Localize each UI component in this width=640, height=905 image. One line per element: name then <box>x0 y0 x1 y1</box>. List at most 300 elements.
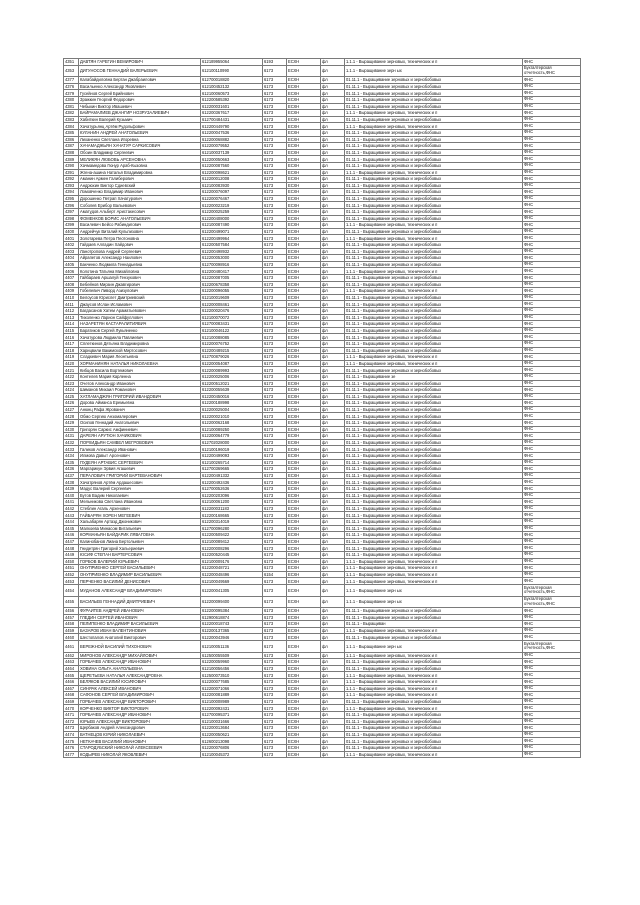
inn-cell: 612100196019 <box>201 446 263 453</box>
data-source-cell: ФНС <box>523 512 581 519</box>
full-name-cell: Хабиткин Валерий Кузьмич <box>79 116 201 123</box>
entity-type-cell: фл <box>321 209 345 216</box>
tax-regime-cell: ЕСХН <box>287 641 321 653</box>
activity-code-cell: 1.1.1 - Выращивание зерновых, технических и п <box>345 235 523 242</box>
row-number-cell: 4353 <box>64 65 79 77</box>
data-source-cell: ФНС <box>523 439 581 446</box>
entity-type-cell: фл <box>321 725 345 732</box>
data-source-cell: ФНС <box>523 545 581 552</box>
full-name-cell: ВЕРЕЖНОЙ ВАСИЛИЙ ТИХОНОВИЧ <box>79 641 201 653</box>
activity-code-cell: 01.11.1 - Выращивание зерновых и зернобобовых <box>345 505 523 512</box>
row-number-cell: 4438 <box>64 479 79 486</box>
activity-code-cell: 01.11.1 - Выращивание зерновых и зернобобовых <box>345 466 523 473</box>
region-code-cell: 6173 <box>263 453 287 460</box>
inn-cell: 612200509422 <box>201 532 263 539</box>
entity-type-cell: фл <box>321 354 345 361</box>
entity-type-cell: фл <box>321 176 345 183</box>
data-source-cell: ФНС <box>523 406 581 413</box>
inn-cell: 612200489215 <box>201 347 263 354</box>
row-number-cell: 4385 <box>64 129 79 136</box>
activity-code-cell: 01.11.1 - Выращивание зерновых и зернобобовых <box>345 453 523 460</box>
tax-regime-cell: ЕСХН <box>287 162 321 169</box>
inn-cell: 612200367617 <box>201 110 263 117</box>
full-name-cell: Белоусов Юрислет Дмитриевский <box>79 294 201 301</box>
row-number-cell: 4392 <box>64 176 79 183</box>
table-row <box>64 116 581 123</box>
inn-cell: 612200031601 <box>201 103 263 110</box>
region-code-cell: 6173 <box>263 472 287 479</box>
table-row <box>64 685 581 692</box>
region-code-cell: 6173 <box>263 439 287 446</box>
tax-regime-cell: ЕСХН <box>287 558 321 565</box>
tax-regime-cell: ЕСХН <box>287 90 321 97</box>
inn-cell: 612200520445 <box>201 551 263 558</box>
activity-code-cell: 01.11.1 - Выращивание зерновых и зернобобовых <box>345 512 523 519</box>
region-code-cell: 6173 <box>263 718 287 725</box>
activity-code-cell: 1.1.1 - Выращивание зерновых, технических и п <box>345 571 523 578</box>
table-row <box>64 327 581 334</box>
tax-regime-cell: ЕСХН <box>287 354 321 361</box>
data-source-cell: ФНС <box>523 110 581 117</box>
row-number-cell: 4431 <box>64 433 79 440</box>
entity-type-cell: фл <box>321 621 345 628</box>
data-source-cell: ФНС <box>523 518 581 525</box>
tax-regime-cell: ЕСХН <box>287 406 321 413</box>
row-number-cell: 4446 <box>64 532 79 539</box>
inn-cell: 612200041305 <box>201 584 263 596</box>
entity-type-cell: фл <box>321 499 345 506</box>
region-code-cell: 6173 <box>263 512 287 519</box>
inn-cell: 612900618874 <box>201 614 263 621</box>
full-name-cell: МУДАНОВ АЛЕКСАНДР ВЛАДИМИРОВИЧ <box>79 584 201 596</box>
tax-regime-cell: ЕСХН <box>287 327 321 334</box>
region-code-cell: 6173 <box>263 182 287 189</box>
table-row <box>64 83 581 90</box>
data-source-cell: ФНС <box>523 608 581 615</box>
row-number-cell: 4473 <box>64 725 79 732</box>
inn-cell: 612200498932 <box>201 248 263 255</box>
data-source-cell: ФНС <box>523 103 581 110</box>
tax-regime-cell: ЕСХН <box>287 446 321 453</box>
inn-cell: 612200076752 <box>201 340 263 347</box>
data-source-cell: ФНС <box>523 176 581 183</box>
entity-type-cell: фл <box>321 261 345 268</box>
inn-cell: 612200048721 <box>201 565 263 572</box>
activity-code-cell: 01.11.1 - Выращивание зерновых и зернобобовых <box>345 347 523 354</box>
data-source-cell: ФНС <box>523 149 581 156</box>
row-number-cell: 4411 <box>64 301 79 308</box>
row-number-cell: 4458 <box>64 621 79 628</box>
activity-code-cell: 01.11.1 - Выращивание зерновых и зернобобовых <box>345 156 523 163</box>
data-source-cell: ФНС <box>523 505 581 512</box>
activity-code-cell: 1.1.1 - Выращивание зерн ых <box>345 596 523 608</box>
entity-type-cell: фл <box>321 327 345 334</box>
tax-regime-cell: ЕСХН <box>287 275 321 282</box>
table-row <box>64 525 581 532</box>
activity-code-cell: 1.1.1 - Выращивание зерновых, технических и п <box>345 627 523 634</box>
data-source-cell: ФНС <box>523 334 581 341</box>
entity-type-cell: фл <box>321 652 345 659</box>
table-row <box>64 692 581 699</box>
full-name-cell: Гайдаев Алладин Хайдович <box>79 242 201 249</box>
row-number-cell: 4395 <box>64 195 79 202</box>
row-number-cell: 4402 <box>64 242 79 249</box>
full-name-cell: Калинобанов Лиана Бертольевич <box>79 538 201 545</box>
entity-type-cell: фл <box>321 182 345 189</box>
entity-type-cell: фл <box>321 103 345 110</box>
full-name-cell: Хальабарян Артазд Джоникович <box>79 518 201 525</box>
region-code-cell: 6173 <box>263 189 287 196</box>
region-code-cell: 6173 <box>263 584 287 596</box>
data-source-cell: ФНС <box>523 275 581 282</box>
data-source-cell: ФНС <box>523 551 581 558</box>
full-name-cell: ПЕЛИПЕНКО ВЛАДИМИР ВАСИЛЬЕВИЧ <box>79 621 201 628</box>
full-name-cell: ВАСИЛЬЕВ ГЕННАДИЙ ДМИТРИЕВИЧ <box>79 596 201 608</box>
row-number-cell: 4437 <box>64 472 79 479</box>
activity-code-cell: 01.11.1 - Выращивание зерновых и зернобобовых <box>345 367 523 374</box>
data-source-cell: ФНС <box>523 123 581 130</box>
row-number-cell: 4429 <box>64 420 79 427</box>
data-source-cell: ФНС <box>523 685 581 692</box>
full-name-cell: Айрапетов Александр Наилович <box>79 255 201 262</box>
row-number-cell: 4415 <box>64 327 79 334</box>
full-name-cell: Джаусов Ислан Исламович <box>79 301 201 308</box>
tax-regime-cell: ЕСХН <box>287 255 321 262</box>
region-code-cell: 6173 <box>263 248 287 255</box>
full-name-cell: БЕЛЯКОВ ВАСИЛИЙ ЮСИФОВИЧ <box>79 679 201 686</box>
data-source-cell: ФНС <box>523 634 581 641</box>
tax-regime-cell: ЕСХН <box>287 281 321 288</box>
row-number-cell: 4421 <box>64 367 79 374</box>
full-name-cell: ХАЧАМАДЖЬЯН ХАЧАТУР САРКИСОВИЧ <box>79 143 201 150</box>
inn-cell: 612200585392 <box>201 96 263 103</box>
row-number-cell: 4466 <box>64 679 79 686</box>
inn-cell: 612200512021 <box>201 380 263 387</box>
table-row <box>64 222 581 229</box>
tax-regime-cell: ЕСХН <box>287 360 321 367</box>
data-source-cell: ФНС <box>523 228 581 235</box>
table-row <box>64 738 581 745</box>
region-code-cell: 6173 <box>263 327 287 334</box>
data-source-cell: ФНС <box>523 466 581 473</box>
inn-cell: 612100056456 <box>201 665 263 672</box>
activity-code-cell: 1.1.1 - Выращивание зерновых, технических и п <box>345 565 523 572</box>
entity-type-cell: фл <box>321 459 345 466</box>
region-code-cell: 6173 <box>263 621 287 628</box>
activity-code-cell: 01.11.1 - Выращивание зерновых и зернобобовых <box>345 129 523 136</box>
entity-type-cell: фл <box>321 242 345 249</box>
activity-code-cell: 01.11.1 - Выращивание зерновых и зернобобовых <box>345 712 523 719</box>
row-number-cell: 4416 <box>64 334 79 341</box>
full-name-cell: Шиманов Михаил Романович <box>79 387 201 394</box>
data-source-cell: ФНС <box>523 156 581 163</box>
activity-code-cell: 01.11.1 - Выращивание зерновых и зернобобовых <box>345 698 523 705</box>
activity-code-cell: 01.11.1 - Выращивание зерновых и зернобобовых <box>345 215 523 222</box>
inn-cell: 612200099400 <box>201 596 263 608</box>
region-code-cell: 6173 <box>263 261 287 268</box>
region-code-cell: 6173 <box>263 725 287 732</box>
row-number-cell: 4418 <box>64 347 79 354</box>
entity-type-cell: фл <box>321 492 345 499</box>
full-name-cell: ПЕРАЛОВИЧ ГРИГОРИЙ ВАРТЕВАНОВИЧ <box>79 472 201 479</box>
full-name-cell: ОНУПРИЕНКО ВЛАДИМИР ВАСИЛЬЕВИЧ <box>79 571 201 578</box>
row-number-cell: 4461 <box>64 641 79 653</box>
data-source-cell: ФНС <box>523 307 581 314</box>
table-row <box>64 679 581 686</box>
entity-type-cell: фл <box>321 738 345 745</box>
tax-regime-cell: ЕСХН <box>287 718 321 725</box>
row-number-cell: 4467 <box>64 685 79 692</box>
table-row <box>64 459 581 466</box>
activity-code-cell: 01.11.1 - Выращивание зерновых и зернобобовых <box>345 426 523 433</box>
table-row <box>64 77 581 84</box>
data-source-cell: ФНС <box>523 571 581 578</box>
tax-regime-cell: ЕСХН <box>287 538 321 545</box>
inn-cell: 612200013684 <box>201 725 263 732</box>
tax-regime-cell: ЕСХН <box>287 634 321 641</box>
region-code-cell: 6173 <box>263 110 287 117</box>
activity-code-cell: 1.1.1 - Выращивание зерновых, технических и п <box>345 169 523 176</box>
tax-regime-cell: ЕСХН <box>287 182 321 189</box>
inn-cell: 612200008296 <box>201 545 263 552</box>
full-name-cell: ГЛЕДИН СЕРГЕЙ ИВАНОВИЧ <box>79 614 201 621</box>
entity-type-cell: фл <box>321 486 345 493</box>
full-name-cell: Илмова Давыт Арсенович <box>79 453 201 460</box>
inn-cell: 612700018820 <box>201 77 263 84</box>
table-row <box>64 584 581 596</box>
data-source-cell: ФНС <box>523 652 581 659</box>
full-name-cell: Василевич Бейсо Рабиндигович <box>79 222 201 229</box>
region-code-cell: 6173 <box>263 235 287 242</box>
row-number-cell: 4398 <box>64 215 79 222</box>
table-row <box>64 209 581 216</box>
row-number-cell: 4405 <box>64 261 79 268</box>
tax-regime-cell: ЕСХН <box>287 665 321 672</box>
activity-code-cell: 1.1.1 - Выращивание зерновых, технических и п <box>345 578 523 585</box>
region-code-cell: 6173 <box>263 129 287 136</box>
tax-regime-cell: ЕСХН <box>287 288 321 295</box>
row-number-cell: 4406 <box>64 268 79 275</box>
table-row <box>64 659 581 666</box>
tax-regime-cell: ЕСХН <box>287 439 321 446</box>
full-name-cell: Васильенко Александр Яковлевич <box>79 83 201 90</box>
table-row <box>64 499 581 506</box>
tax-regime-cell: ЕСХН <box>287 679 321 686</box>
full-name-cell: Чебыкин Виктор Ивашевич <box>79 103 201 110</box>
region-code-cell: 6173 <box>263 565 287 572</box>
full-name-cell: Шестопалов Анатолий Викторович <box>79 634 201 641</box>
entity-type-cell: фл <box>321 512 345 519</box>
data-source-cell: Бухгалтерская отчетность,ФНС <box>523 596 581 608</box>
inn-cell: 612200480417 <box>201 268 263 275</box>
inn-cell: 612200047536 <box>201 129 263 136</box>
inn-cell: 612200031183 <box>201 505 263 512</box>
row-number-cell: 4390 <box>64 162 79 169</box>
data-source-cell: ФНС <box>523 565 581 572</box>
tax-regime-cell: ЕСХН <box>287 222 321 229</box>
row-number-cell: 4475 <box>64 738 79 745</box>
activity-code-cell: 01.11.1 - Выращивание зерновых и зернобобовых <box>345 551 523 558</box>
data-source-cell: ФНС <box>523 712 581 719</box>
inn-cell: 612700052636 <box>201 486 263 493</box>
inn-cell: 612200492436 <box>201 479 263 486</box>
activity-code-cell: 01.11.1 - Выращиван <box>345 621 523 628</box>
row-number-cell: 4454 <box>64 584 79 596</box>
full-name-cell: Харицвили Вакимской Миртосович <box>79 347 201 354</box>
data-source-cell: ФНС <box>523 614 581 621</box>
entity-type-cell: фл <box>321 413 345 420</box>
inn-cell: 612700096280 <box>201 525 263 532</box>
entity-type-cell: фл <box>321 149 345 156</box>
entity-type-cell: фл <box>321 136 345 143</box>
data-source-cell: ФНС <box>523 294 581 301</box>
row-number-cell: 4412 <box>64 307 79 314</box>
region-code-cell: 6173 <box>263 479 287 486</box>
table-row <box>64 486 581 493</box>
full-name-cell: Калабайдиловна Бертан Джабраилович <box>79 77 201 84</box>
table-row <box>64 466 581 473</box>
activity-code-cell: 01.11.1 - Выращивание зерновых и зернобобовых <box>345 738 523 745</box>
row-number-cell: 4420 <box>64 360 79 367</box>
row-number-cell: 4403 <box>64 248 79 255</box>
entity-type-cell: фл <box>321 518 345 525</box>
full-name-cell: Зражкин Георгий Федорович <box>79 96 201 103</box>
activity-code-cell: 01.11.1 - Выращивание зерновых и зернобобовых <box>345 446 523 453</box>
row-number-cell: 4441 <box>64 499 79 506</box>
tax-regime-cell: ЕСХН <box>287 195 321 202</box>
region-code-cell: 6173 <box>263 65 287 77</box>
table-row <box>64 551 581 558</box>
activity-code-cell: 01.11.1 - Выращивание зерновых и зернобобовых <box>345 413 523 420</box>
data-source-cell: ФНС <box>523 136 581 143</box>
full-name-cell: Мадус Валерий Сергеевич <box>79 486 201 493</box>
region-code-cell: 6173 <box>263 652 287 659</box>
activity-code-cell: 01.11.1 - Выращивание зерновых и зернобобовых <box>345 400 523 407</box>
inn-cell: 612100088085 <box>201 334 263 341</box>
entity-type-cell: фл <box>321 685 345 692</box>
row-number-cell: 4400 <box>64 228 79 235</box>
entity-type-cell: фл <box>321 275 345 282</box>
inn-cell: 612200025004 <box>201 406 263 413</box>
inn-cell: 612200055639 <box>201 387 263 394</box>
region-code-cell: 6173 <box>263 222 287 229</box>
tax-regime-cell: ЕСХН <box>287 627 321 634</box>
tax-regime-cell: ЕСХН <box>287 551 321 558</box>
activity-code-cell: 1.1.1 - Выращивание зерновых, технических и п <box>345 288 523 295</box>
inn-cell: 612200008461 <box>201 301 263 308</box>
table-row <box>64 380 581 387</box>
full-name-cell: Ломовченко Владимир Иванович <box>79 189 201 196</box>
row-number-cell: 4464 <box>64 665 79 672</box>
inn-cell: 612200499071 <box>201 228 263 235</box>
table-row <box>64 129 581 136</box>
full-name-cell: Гобелевич Ливорд Азизулович <box>79 288 201 295</box>
activity-code-cell: 01.11.1 - Выращивание зерновых и зернобобовых <box>345 83 523 90</box>
activity-code-cell: 1.1.1 - Выращивание зерновых, технических и п <box>345 222 523 229</box>
tax-regime-cell: ЕСХН <box>287 96 321 103</box>
inn-cell: 612200018743 <box>201 621 263 628</box>
data-source-cell: ФНС <box>523 189 581 196</box>
entity-type-cell: фл <box>321 627 345 634</box>
entity-type-cell: фл <box>321 195 345 202</box>
entity-type-cell: фл <box>321 439 345 446</box>
entity-type-cell: фл <box>321 608 345 615</box>
table-row <box>64 479 581 486</box>
row-number-cell: 4456 <box>64 608 79 615</box>
activity-code-cell: 1.1.1 - Выращивание зерновых, технических и п <box>345 672 523 679</box>
table-row <box>64 731 581 738</box>
entity-type-cell: фл <box>321 65 345 77</box>
table-row <box>64 314 581 321</box>
inn-cell: 612200050663 <box>201 156 263 163</box>
row-number-cell: 4399 <box>64 222 79 229</box>
row-number-cell: 4445 <box>64 525 79 532</box>
tax-regime-cell: ЕСХН <box>287 129 321 136</box>
tax-regime-cell: ЕСХН <box>287 209 321 216</box>
activity-code-cell: 1.1.1 - Выращивание зерн ых <box>345 65 523 77</box>
data-source-cell: ФНС <box>523 83 581 90</box>
full-name-cell: Анюнц Рафа Жрованич <box>79 406 201 413</box>
full-name-cell: ФОМЕНКОВ БОРИС АНАТОЛЬЕВИЧ <box>79 215 201 222</box>
table-row <box>64 347 581 354</box>
row-number-cell: 4379 <box>64 90 79 97</box>
row-number-cell: 4382 <box>64 110 79 117</box>
data-source-cell: ФНС <box>523 479 581 486</box>
row-number-cell: 4436 <box>64 466 79 473</box>
data-source-cell: ФНС <box>523 492 581 499</box>
data-source-cell: ФНС <box>523 360 581 367</box>
tax-regime-cell: ЕСХН <box>287 242 321 249</box>
entity-type-cell: фл <box>321 77 345 84</box>
data-source-cell: ФНС <box>523 446 581 453</box>
table-row <box>64 354 581 361</box>
data-source-cell: ФНС <box>523 499 581 506</box>
table-row <box>64 512 581 519</box>
entity-type-cell: фл <box>321 584 345 596</box>
activity-code-cell: 1.1.1 - Выращивание зерн ых <box>345 584 523 596</box>
row-number-cell: 4462 <box>64 652 79 659</box>
entity-type-cell: фл <box>321 281 345 288</box>
activity-code-cell: 01.11.1 - Выращивание зерновых и зернобобовых <box>345 327 523 334</box>
inn-cell: 612200450016 <box>201 393 263 400</box>
row-number-cell: 4434 <box>64 453 79 460</box>
row-number-cell: 4463 <box>64 659 79 666</box>
entity-type-cell: фл <box>321 360 345 367</box>
data-source-cell: ФНС <box>523 751 581 758</box>
region-code-cell: 6173 <box>263 275 287 282</box>
region-code-cell: 6173 <box>263 712 287 719</box>
data-source-cell: ФНС <box>523 731 581 738</box>
row-number-cell: 4435 <box>64 459 79 466</box>
region-code-cell: 6173 <box>263 406 287 413</box>
table-row <box>64 189 581 196</box>
data-source-cell: ФНС <box>523 340 581 347</box>
inn-cell: 612100037139 <box>201 149 263 156</box>
tax-regime-cell: ЕСХН <box>287 110 321 117</box>
full-name-cell: ДАРЕЯН АРУТЮН ХАЧИКОВИЧ <box>79 433 201 440</box>
tax-regime-cell: ЕСХН <box>287 453 321 460</box>
full-name-cell: Дорова Айманса Еремьевна <box>79 400 201 407</box>
table-row <box>64 571 581 578</box>
tax-regime-cell: ЕСХН <box>287 652 321 659</box>
row-number-cell: 4408 <box>64 281 79 288</box>
full-name-cell: Багдасанов Хатем Араматьевович <box>79 307 201 314</box>
row-number-cell: 4452 <box>64 571 79 578</box>
table-row <box>64 169 581 176</box>
table-row <box>64 143 581 150</box>
entity-type-cell: фл <box>321 672 345 679</box>
entity-type-cell: фл <box>321 189 345 196</box>
